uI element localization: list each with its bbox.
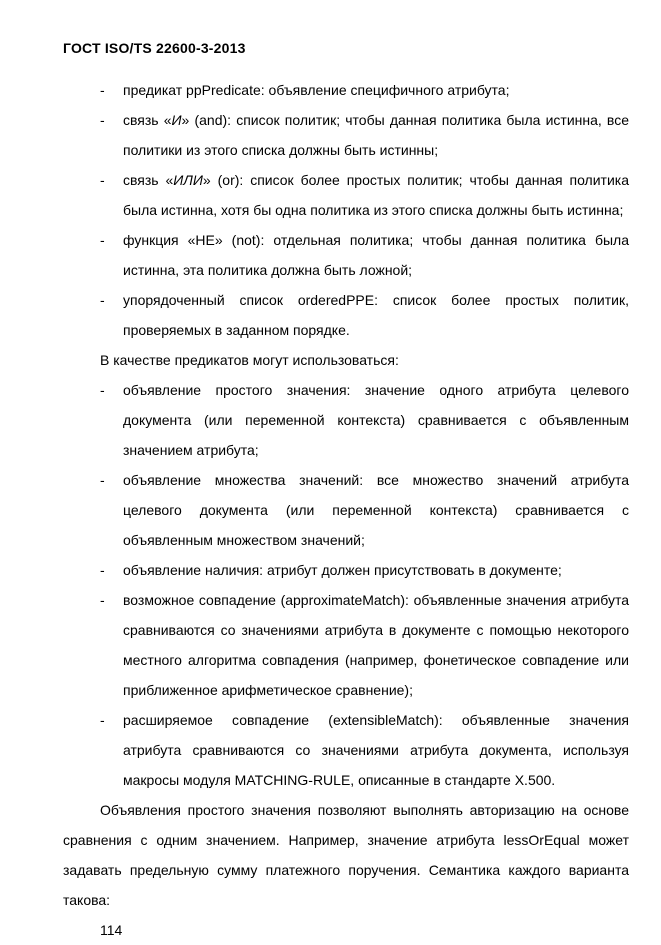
list-item (63, 555, 629, 585)
list-item-text (123, 712, 629, 788)
list-dash-marker: - (100, 82, 105, 98)
list-dash-marker: - (100, 712, 105, 728)
italic-text-run: ИЛИ (173, 172, 203, 188)
text-run: связь « (123, 172, 174, 188)
closing-paragraph: Объявления простого значения позволяют выполнять авторизацию на основе сравнения с одним значением. Например, значение атрибута lessOrEqual может задавать предельную сумму платежного поручения. Семантика каждого варианта такова: (63, 802, 629, 908)
list-item (63, 705, 629, 795)
list-item-text (123, 82, 509, 98)
text-run: упорядоченный список orderedPPE: список более простых политик, проверяемых в заданном порядке. (123, 292, 629, 338)
text-run: расширяемое совпадение (extensibleMatch): объявленные значения атрибута сравниваются со значениями атрибута документа, используя макросы модуля MATCHING-RULE, описанные в стандарте X.500. (123, 712, 629, 788)
list-item-text (123, 472, 629, 548)
list-item-text (123, 592, 629, 698)
italic-text-run: И (171, 112, 182, 128)
list-item (63, 585, 629, 705)
policy-element-list (63, 75, 629, 345)
list-item-text (123, 232, 629, 278)
list-item (63, 375, 629, 465)
list-item (63, 225, 629, 285)
list-item-text (123, 172, 629, 218)
list-dash-marker: - (100, 112, 105, 128)
text-run: возможное совпадение (approximateMatch): объявленные значения атрибута сравниваются со значениями атрибута в документе с помощью некоторого местного алгоритма совпадения (например, фонетическое совпадение или приближенное арифметическое сравнение); (123, 592, 629, 698)
list-dash-marker: - (100, 232, 105, 248)
list-dash-marker: - (100, 292, 105, 308)
list-dash-marker: - (100, 562, 105, 578)
list-item-text (123, 562, 562, 578)
document-header-title: ГОСТ ISO/TS 22600-3-2013 (63, 40, 246, 56)
predicates-intro-paragraph: В качестве предикатов могут использоваться: (100, 352, 399, 368)
text-run: » (and): список политик; чтобы данная политика была истинна, все политики из этого списка должны быть истинны; (123, 112, 629, 158)
list-item (63, 75, 629, 105)
list-item (63, 285, 629, 345)
list-item-text (123, 112, 629, 158)
list-item-text (123, 292, 629, 338)
list-item (63, 105, 629, 165)
list-dash-marker: - (100, 592, 105, 608)
list-dash-marker: - (100, 382, 105, 398)
text-run: » (or): список более простых политик; чтобы данная политика была истинна, хотя бы одна политика из этого списка должны быть истинна; (123, 172, 630, 218)
text-run: связь « (123, 112, 172, 128)
text-run: объявление наличия: атрибут должен присутствовать в документе; (123, 562, 562, 578)
list-item (63, 465, 629, 555)
text-run: объявление множества значений: все множество значений атрибута целевого документа (или переменной контекста) сравнивается с объявленным множеством значений; (123, 472, 629, 548)
text-run: объявление простого значения: значение одного атрибута целевого документа (или переменной контекста) сравнивается с объявленным значением атрибута; (123, 382, 629, 458)
list-dash-marker: - (100, 472, 105, 488)
document-body (63, 75, 629, 945)
page-number: 114 (100, 922, 123, 938)
list-item-text (123, 382, 629, 458)
list-item (63, 165, 629, 225)
predicate-types-list (63, 375, 629, 795)
text-run: предикат ppPredicate: объявление специфичного атрибута; (123, 82, 510, 98)
text-run: функция «НЕ» (not): отдельная политика; чтобы данная политика была истинна, эта политика должна быть ложной; (123, 232, 629, 278)
list-dash-marker: - (100, 172, 105, 188)
